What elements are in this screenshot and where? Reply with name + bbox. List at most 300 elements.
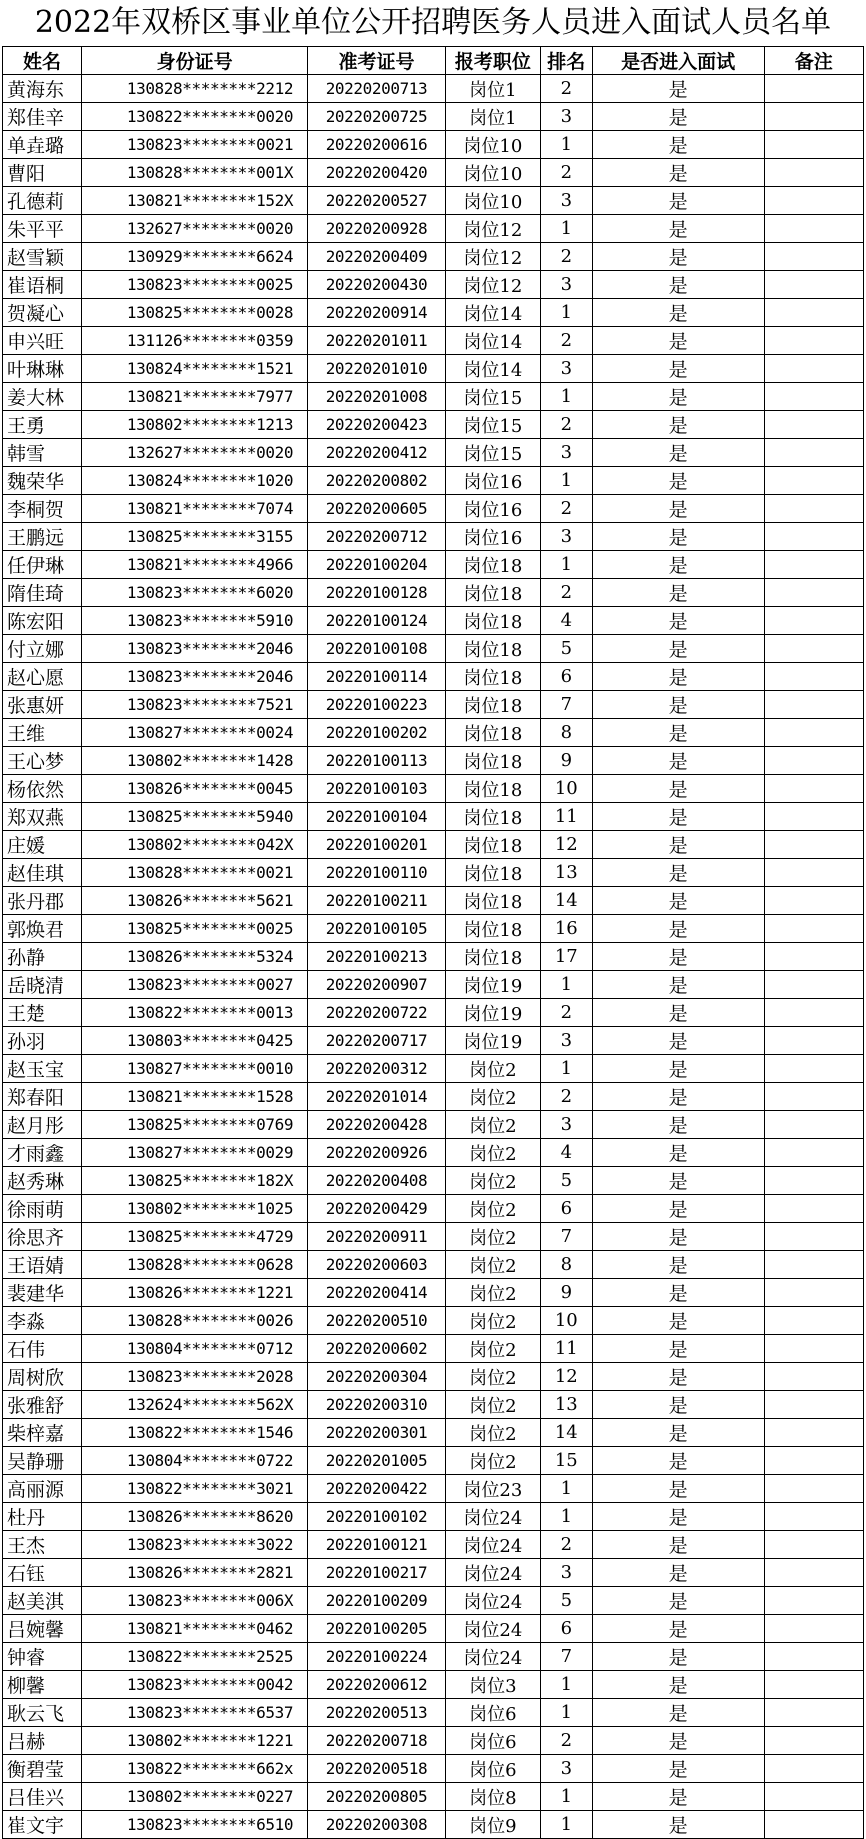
table-row — [3, 1139, 864, 1167]
cell-remarks — [764, 887, 863, 915]
cell-rank: 8 — [540, 1251, 592, 1279]
cell-id-number: 130825********0025 — [82, 915, 308, 943]
cell-name: 赵雪颖 — [3, 243, 82, 271]
cell-remarks — [764, 775, 863, 803]
cell-position: 岗位6 — [445, 1727, 540, 1755]
table-row — [3, 1615, 864, 1643]
cell-interview: 是 — [592, 1615, 764, 1643]
cell-position: 岗位1 — [445, 75, 540, 103]
cell-interview: 是 — [592, 1083, 764, 1111]
header-rank: 排名 — [540, 47, 592, 75]
cell-interview: 是 — [592, 1447, 764, 1475]
cell-exam-number: 20220100202 — [308, 719, 446, 747]
cell-rank: 2 — [540, 75, 592, 103]
cell-name: 王鹏远 — [3, 523, 82, 551]
cell-id-number: 130828********2212 — [82, 75, 308, 103]
cell-id-number: 130826********2821 — [82, 1559, 308, 1587]
cell-position: 岗位6 — [445, 1755, 540, 1783]
cell-position: 岗位24 — [445, 1615, 540, 1643]
cell-id-number: 130827********0024 — [82, 719, 308, 747]
cell-position: 岗位9 — [445, 1811, 540, 1839]
cell-name: 才雨鑫 — [3, 1139, 82, 1167]
cell-exam-number: 20220100224 — [308, 1643, 446, 1671]
cell-interview: 是 — [592, 831, 764, 859]
cell-id-number: 130823********2028 — [82, 1363, 308, 1391]
cell-name: 王心梦 — [3, 747, 82, 775]
table-row — [3, 775, 864, 803]
cell-position: 岗位2 — [445, 1139, 540, 1167]
cell-name: 吴静珊 — [3, 1447, 82, 1475]
cell-name: 周树欣 — [3, 1363, 82, 1391]
cell-rank: 1 — [540, 383, 592, 411]
cell-remarks — [764, 1475, 863, 1503]
cell-interview: 是 — [592, 747, 764, 775]
cell-exam-number: 20220200430 — [308, 271, 446, 299]
table-row — [3, 1755, 864, 1783]
cell-interview: 是 — [592, 1699, 764, 1727]
cell-id-number: 130802********1213 — [82, 411, 308, 439]
table-row — [3, 971, 864, 999]
table-row — [3, 1083, 864, 1111]
cell-name: 孙羽 — [3, 1027, 82, 1055]
cell-name: 钟睿 — [3, 1643, 82, 1671]
cell-id-number: 130802********1221 — [82, 1727, 308, 1755]
cell-interview: 是 — [592, 383, 764, 411]
table-row — [3, 1783, 864, 1811]
header-exam-number: 准考证号 — [308, 47, 446, 75]
cell-id-number: 130828********0021 — [82, 859, 308, 887]
cell-rank: 1 — [540, 1811, 592, 1839]
cell-exam-number: 20220100113 — [308, 747, 446, 775]
cell-id-number: 130823********0021 — [82, 131, 308, 159]
cell-interview: 是 — [592, 719, 764, 747]
cell-exam-number: 20220100108 — [308, 635, 446, 663]
cell-rank: 16 — [540, 915, 592, 943]
cell-interview: 是 — [592, 943, 764, 971]
table-row — [3, 915, 864, 943]
cell-remarks — [764, 1615, 863, 1643]
cell-name: 李桐贺 — [3, 495, 82, 523]
cell-interview: 是 — [592, 1671, 764, 1699]
cell-interview: 是 — [592, 75, 764, 103]
cell-id-number: 130804********0722 — [82, 1447, 308, 1475]
cell-position: 岗位24 — [445, 1531, 540, 1559]
table-row — [3, 1587, 864, 1615]
cell-name: 杨依然 — [3, 775, 82, 803]
cell-id-number: 130822********662x — [82, 1755, 308, 1783]
table-row — [3, 467, 864, 495]
table-row — [3, 1699, 864, 1727]
cell-remarks — [764, 691, 863, 719]
table-row — [3, 355, 864, 383]
cell-interview: 是 — [592, 887, 764, 915]
cell-position: 岗位2 — [445, 1251, 540, 1279]
table-row — [3, 1419, 864, 1447]
cell-exam-number: 20220200420 — [308, 159, 446, 187]
cell-name: 杜丹 — [3, 1503, 82, 1531]
cell-interview: 是 — [592, 803, 764, 831]
table-row — [3, 1643, 864, 1671]
cell-id-number: 130823********6510 — [82, 1811, 308, 1839]
table-row — [3, 635, 864, 663]
cell-interview: 是 — [592, 299, 764, 327]
cell-rank: 1 — [540, 1671, 592, 1699]
cell-exam-number: 20220200428 — [308, 1111, 446, 1139]
cell-exam-number: 20220200310 — [308, 1391, 446, 1419]
table-row — [3, 1251, 864, 1279]
table-row — [3, 691, 864, 719]
table-row — [3, 1223, 864, 1251]
cell-exam-number: 20220100217 — [308, 1559, 446, 1587]
cell-name: 庄媛 — [3, 831, 82, 859]
cell-position: 岗位2 — [445, 1167, 540, 1195]
cell-interview: 是 — [592, 1811, 764, 1839]
cell-id-number: 131126********0359 — [82, 327, 308, 355]
cell-id-number: 130823********2046 — [82, 635, 308, 663]
cell-interview: 是 — [592, 1027, 764, 1055]
cell-name: 柳馨 — [3, 1671, 82, 1699]
cell-position: 岗位19 — [445, 971, 540, 999]
cell-id-number: 130822********2525 — [82, 1643, 308, 1671]
cell-id-number: 130826********5621 — [82, 887, 308, 915]
cell-name: 徐雨萌 — [3, 1195, 82, 1223]
cell-exam-number: 20220100201 — [308, 831, 446, 859]
cell-remarks — [764, 1419, 863, 1447]
table-row — [3, 607, 864, 635]
cell-exam-number: 20220200907 — [308, 971, 446, 999]
cell-remarks — [764, 859, 863, 887]
cell-rank: 2 — [540, 159, 592, 187]
cell-interview: 是 — [592, 1643, 764, 1671]
cell-interview: 是 — [592, 775, 764, 803]
cell-rank: 8 — [540, 719, 592, 747]
cell-id-number: 132627********0020 — [82, 439, 308, 467]
cell-exam-number: 20220200422 — [308, 1475, 446, 1503]
header-row — [3, 47, 864, 75]
cell-interview: 是 — [592, 1223, 764, 1251]
cell-exam-number: 20220200914 — [308, 299, 446, 327]
cell-id-number: 132624********562X — [82, 1391, 308, 1419]
cell-id-number: 130823********0042 — [82, 1671, 308, 1699]
table-row — [3, 299, 864, 327]
table-row — [3, 1027, 864, 1055]
cell-name: 魏荣华 — [3, 467, 82, 495]
cell-id-number: 130824********1521 — [82, 355, 308, 383]
cell-name: 王楚 — [3, 999, 82, 1027]
cell-id-number: 130825********0769 — [82, 1111, 308, 1139]
cell-interview: 是 — [592, 1391, 764, 1419]
cell-rank: 2 — [540, 1727, 592, 1755]
cell-name: 郭焕君 — [3, 915, 82, 943]
cell-remarks — [764, 1783, 863, 1811]
table-row — [3, 887, 864, 915]
cell-name: 石伟 — [3, 1335, 82, 1363]
cell-remarks — [764, 75, 863, 103]
cell-remarks — [764, 243, 863, 271]
table-row — [3, 383, 864, 411]
cell-remarks — [764, 1251, 863, 1279]
cell-exam-number: 20220100124 — [308, 607, 446, 635]
cell-position: 岗位14 — [445, 355, 540, 383]
cell-exam-number: 20220200409 — [308, 243, 446, 271]
cell-interview: 是 — [592, 1055, 764, 1083]
cell-name: 张惠妍 — [3, 691, 82, 719]
cell-id-number: 130823********6537 — [82, 1699, 308, 1727]
cell-interview: 是 — [592, 439, 764, 467]
cell-rank: 3 — [540, 439, 592, 467]
cell-name: 王维 — [3, 719, 82, 747]
table-row — [3, 747, 864, 775]
cell-position: 岗位2 — [445, 1279, 540, 1307]
cell-position: 岗位12 — [445, 243, 540, 271]
cell-remarks — [764, 411, 863, 439]
cell-rank: 10 — [540, 775, 592, 803]
cell-rank: 11 — [540, 803, 592, 831]
table-row — [3, 1111, 864, 1139]
table-row — [3, 719, 864, 747]
cell-name: 赵心愿 — [3, 663, 82, 691]
table-row — [3, 1307, 864, 1335]
cell-name: 申兴旺 — [3, 327, 82, 355]
cell-remarks — [764, 1755, 863, 1783]
cell-id-number: 130821********152X — [82, 187, 308, 215]
cell-name: 孙静 — [3, 943, 82, 971]
cell-interview: 是 — [592, 271, 764, 299]
cell-interview: 是 — [592, 607, 764, 635]
cell-position: 岗位18 — [445, 551, 540, 579]
cell-position: 岗位12 — [445, 215, 540, 243]
cell-name: 张丹郡 — [3, 887, 82, 915]
cell-exam-number: 20220100204 — [308, 551, 446, 579]
cell-name: 高丽源 — [3, 1475, 82, 1503]
table-row — [3, 523, 864, 551]
cell-name: 裴建华 — [3, 1279, 82, 1307]
cell-position: 岗位18 — [445, 831, 540, 859]
cell-exam-number: 20220200717 — [308, 1027, 446, 1055]
cell-exam-number: 20220200605 — [308, 495, 446, 523]
cell-exam-number: 20220100114 — [308, 663, 446, 691]
table-row — [3, 1391, 864, 1419]
cell-position: 岗位18 — [445, 579, 540, 607]
cell-position: 岗位18 — [445, 887, 540, 915]
cell-position: 岗位18 — [445, 775, 540, 803]
cell-interview: 是 — [592, 1755, 764, 1783]
cell-name: 赵佳琪 — [3, 859, 82, 887]
cell-interview: 是 — [592, 159, 764, 187]
cell-remarks — [764, 1559, 863, 1587]
cell-rank: 3 — [540, 271, 592, 299]
table-row — [3, 411, 864, 439]
cell-remarks — [764, 1195, 863, 1223]
cell-interview: 是 — [592, 663, 764, 691]
cell-position: 岗位18 — [445, 915, 540, 943]
cell-rank: 14 — [540, 1419, 592, 1447]
cell-id-number: 130828********0628 — [82, 1251, 308, 1279]
cell-remarks — [764, 383, 863, 411]
table-row — [3, 215, 864, 243]
cell-position: 岗位15 — [445, 439, 540, 467]
cell-interview: 是 — [592, 971, 764, 999]
cell-remarks — [764, 1447, 863, 1475]
cell-remarks — [764, 103, 863, 131]
table-row — [3, 1727, 864, 1755]
cell-remarks — [764, 131, 863, 159]
cell-exam-number: 20220100121 — [308, 1531, 446, 1559]
cell-interview: 是 — [592, 467, 764, 495]
cell-remarks — [764, 1223, 863, 1251]
cell-interview: 是 — [592, 1503, 764, 1531]
cell-rank: 2 — [540, 495, 592, 523]
cell-position: 岗位18 — [445, 859, 540, 887]
cell-rank: 6 — [540, 1195, 592, 1223]
cell-id-number: 130824********1020 — [82, 467, 308, 495]
cell-remarks — [764, 327, 863, 355]
cell-interview: 是 — [592, 131, 764, 159]
cell-remarks — [764, 1055, 863, 1083]
cell-name: 李淼 — [3, 1307, 82, 1335]
header-interview: 是否进入面试 — [592, 47, 764, 75]
cell-rank: 3 — [540, 355, 592, 383]
cell-exam-number: 20220200718 — [308, 1727, 446, 1755]
cell-id-number: 130804********0712 — [82, 1335, 308, 1363]
table-row — [3, 495, 864, 523]
cell-id-number: 130828********001X — [82, 159, 308, 187]
cell-rank: 14 — [540, 887, 592, 915]
cell-remarks — [764, 355, 863, 383]
cell-name: 崔语桐 — [3, 271, 82, 299]
cell-id-number: 130821********0462 — [82, 1615, 308, 1643]
table-row — [3, 1055, 864, 1083]
cell-rank: 4 — [540, 607, 592, 635]
cell-remarks — [764, 159, 863, 187]
cell-exam-number: 20220200802 — [308, 467, 446, 495]
cell-id-number: 130802********1428 — [82, 747, 308, 775]
cell-name: 张雅舒 — [3, 1391, 82, 1419]
cell-exam-number: 20220100105 — [308, 915, 446, 943]
cell-position: 岗位10 — [445, 187, 540, 215]
cell-interview: 是 — [592, 1111, 764, 1139]
cell-remarks — [764, 1643, 863, 1671]
header-id-number: 身份证号 — [82, 47, 308, 75]
cell-rank: 1 — [540, 299, 592, 327]
cell-exam-number: 20220201014 — [308, 1083, 446, 1111]
cell-interview: 是 — [592, 1587, 764, 1615]
cell-remarks — [764, 1727, 863, 1755]
cell-exam-number: 20220200301 — [308, 1419, 446, 1447]
table-row — [3, 999, 864, 1027]
cell-position: 岗位19 — [445, 1027, 540, 1055]
cell-rank: 2 — [540, 1083, 592, 1111]
candidate-table — [2, 46, 864, 1839]
cell-position: 岗位16 — [445, 495, 540, 523]
cell-rank: 12 — [540, 831, 592, 859]
table-row — [3, 103, 864, 131]
cell-id-number: 130823********006X — [82, 1587, 308, 1615]
cell-exam-number: 20220201011 — [308, 327, 446, 355]
cell-exam-number: 20220100103 — [308, 775, 446, 803]
cell-id-number: 130823********2046 — [82, 663, 308, 691]
cell-position: 岗位10 — [445, 159, 540, 187]
cell-position: 岗位8 — [445, 1783, 540, 1811]
table-row — [3, 1195, 864, 1223]
cell-remarks — [764, 1167, 863, 1195]
cell-name: 郑佳辛 — [3, 103, 82, 131]
cell-position: 岗位2 — [445, 1307, 540, 1335]
cell-name: 付立娜 — [3, 635, 82, 663]
cell-remarks — [764, 747, 863, 775]
cell-rank: 3 — [540, 1027, 592, 1055]
cell-rank: 1 — [540, 131, 592, 159]
cell-rank: 1 — [540, 215, 592, 243]
table-row — [3, 831, 864, 859]
table-row — [3, 1531, 864, 1559]
cell-rank: 12 — [540, 1363, 592, 1391]
cell-interview: 是 — [592, 327, 764, 355]
cell-id-number: 130822********0020 — [82, 103, 308, 131]
cell-name: 吕婉馨 — [3, 1615, 82, 1643]
cell-position: 岗位24 — [445, 1503, 540, 1531]
cell-id-number: 130823********7521 — [82, 691, 308, 719]
cell-remarks — [764, 551, 863, 579]
cell-exam-number: 20220200712 — [308, 523, 446, 551]
cell-rank: 1 — [540, 467, 592, 495]
cell-remarks — [764, 1587, 863, 1615]
header-name: 姓名 — [3, 47, 82, 75]
cell-position: 岗位2 — [445, 1391, 540, 1419]
cell-rank: 10 — [540, 1307, 592, 1335]
cell-id-number: 130826********0045 — [82, 775, 308, 803]
cell-position: 岗位2 — [445, 1419, 540, 1447]
cell-id-number: 130929********6624 — [82, 243, 308, 271]
cell-remarks — [764, 1335, 863, 1363]
cell-remarks — [764, 607, 863, 635]
table-row — [3, 439, 864, 467]
cell-interview: 是 — [592, 1335, 764, 1363]
cell-exam-number: 20220100213 — [308, 943, 446, 971]
cell-id-number: 130821********4966 — [82, 551, 308, 579]
cell-rank: 2 — [540, 579, 592, 607]
table-row — [3, 327, 864, 355]
cell-name: 徐思齐 — [3, 1223, 82, 1251]
cell-id-number: 132627********0020 — [82, 215, 308, 243]
cell-exam-number: 20220200510 — [308, 1307, 446, 1335]
cell-name: 耿云飞 — [3, 1699, 82, 1727]
table-row — [3, 1671, 864, 1699]
cell-id-number: 130825********4729 — [82, 1223, 308, 1251]
cell-exam-number: 20220100211 — [308, 887, 446, 915]
cell-interview: 是 — [592, 103, 764, 131]
cell-remarks — [764, 299, 863, 327]
cell-name: 赵秀琳 — [3, 1167, 82, 1195]
cell-rank: 5 — [540, 1587, 592, 1615]
cell-position: 岗位18 — [445, 663, 540, 691]
cell-name: 陈宏阳 — [3, 607, 82, 635]
header-remarks: 备注 — [764, 47, 863, 75]
cell-exam-number: 20220200928 — [308, 215, 446, 243]
cell-interview: 是 — [592, 551, 764, 579]
cell-id-number: 130821********7977 — [82, 383, 308, 411]
cell-remarks — [764, 943, 863, 971]
cell-rank: 9 — [540, 747, 592, 775]
cell-exam-number: 20220200602 — [308, 1335, 446, 1363]
cell-rank: 5 — [540, 1167, 592, 1195]
cell-interview: 是 — [592, 1251, 764, 1279]
cell-exam-number: 20220200412 — [308, 439, 446, 467]
table-row — [3, 1811, 864, 1839]
cell-exam-number: 20220200308 — [308, 1811, 446, 1839]
cell-position: 岗位24 — [445, 1587, 540, 1615]
header-position: 报考职位 — [445, 47, 540, 75]
